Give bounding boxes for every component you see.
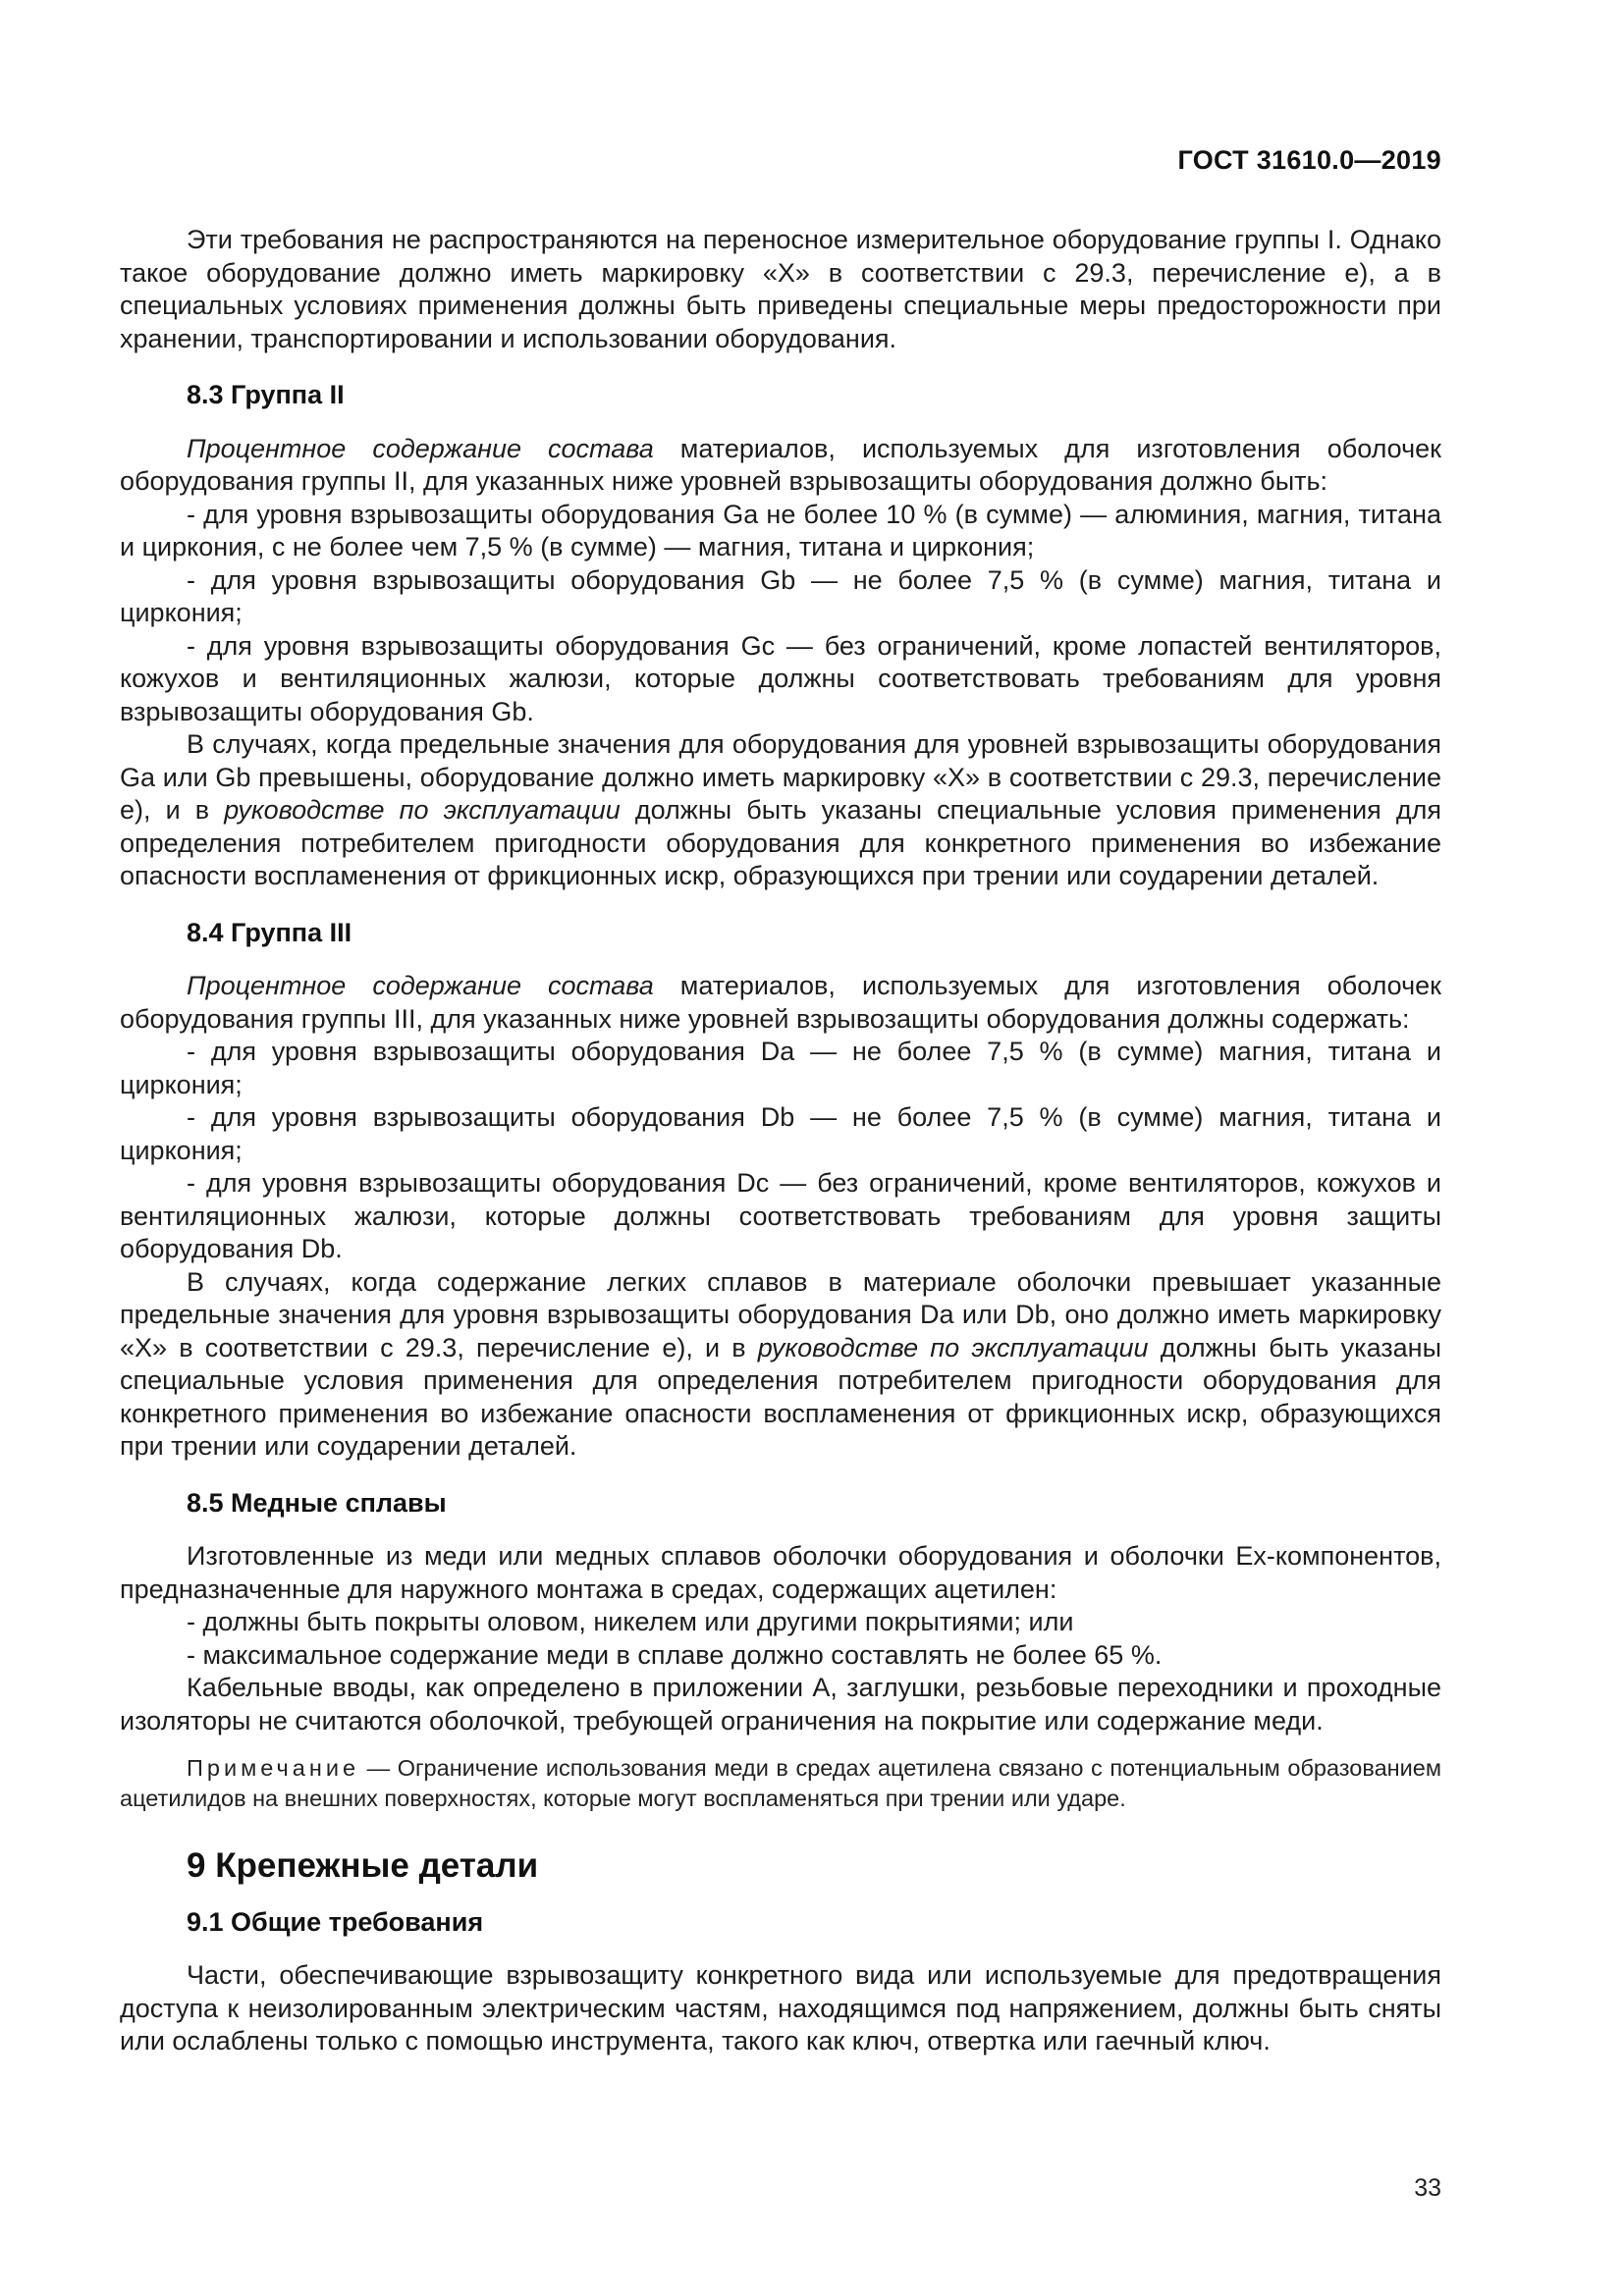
section-8-4-list-item: - для уровня взрывозащиты оборудования Da — не более 7,5 % (в сумме) магния, титана и циркония; (120, 1037, 1441, 1099)
section-8-3-list-item: - для уровня взрывозащиты оборудования Ga не более 10 % (в сумме) — алюминия, магния, титана и циркония, с не более чем 7,5 % (в сумме) — магния, титана и циркония; (120, 499, 1441, 561)
section-9-1-paragraph: Части, обеспечивающие взрывозащиту конкретного вида или используемые для предотвращения доступа к неизолированным электрическим частям, находящимся под напряжением, должны быть сняты или ослаблены только с помощью инструмента, такого как ключ, отвертка или гаечный ключ. (120, 1960, 1441, 2056)
section-8-3-italic-manual: руководстве по эксплуатации (224, 795, 621, 825)
section-8-4-paragraph-2 (120, 1266, 1441, 1464)
section-8-4-title: 8.4 Группа III (187, 917, 352, 947)
section-8-4-paragraph-2-text-a: В случаях, когда содержание легких сплавов в материале оболочки превышает указанные предельные значения для уровня взрывозащиты оборудования Da или Db, оно должно иметь маркировку «X» в соответствии с 29.3, перечисление е), и в (120, 1266, 1441, 1362)
section-8-3-italic-term: Процентное содержание состава (187, 433, 654, 463)
section-9-title: 9 Крепежные детали (187, 1846, 539, 1885)
section-9-1-title: 9.1 Общие требования (187, 1906, 484, 1937)
section-8-5-paragraph-2: Кабельные вводы, как определено в приложении А, заглушки, резьбовые переходники и проходные изоляторы не считаются оболочкой, требующей ограничения на покрытие или содержание меди. (120, 1673, 1441, 1735)
document-header-id: ГОСТ 31610.0—2019 (1177, 145, 1441, 175)
section-8-4-italic-manual: руководстве по эксплуатации (757, 1332, 1149, 1362)
section-8-3-paragraph-2 (120, 728, 1441, 893)
intro-paragraph: Эти требования не распространяются на переносное измерительное оборудование группы I. Однако такое оборудование должно иметь маркировку «X» в соответствии с 29.3, перечисление е), а в специальных условиях применения должны быть приведены специальные меры предосторожности при хранении, транспортировании и использовании оборудования. (120, 225, 1441, 353)
page-number: 33 (1414, 2174, 1441, 2202)
section-8-5-note (120, 1753, 1441, 1814)
section-8-4-paragraph-2-text-b: должны быть указаны специальные условия применения для определения потребителем пригодности оборудования для конкретного применения во избежание опасности воспламенения от фрикционных искр, образующихся при трении или соударении деталей. (120, 1332, 1441, 1461)
section-8-3-paragraph-2-text-a: В случаях, когда предельные значения для оборудования для уровней взрывозащиты оборудования Ga или Gb превышены, оборудование должно иметь маркировку «X» в соответствии с 29.3, перечисление е), и в (120, 729, 1441, 825)
section-8-4-list-item: - для уровня взрывозащиты оборудования Db — не более 7,5 % (в сумме) магния, титана и циркония; (120, 1102, 1441, 1165)
section-8-4-list-item: - для уровня взрывозащиты оборудования Dc — без ограничений, кроме вентиляторов, кожухов и вентиляционных жалюзи, которые должны соответствовать требованиям для уровня защиты оборудования Db. (120, 1168, 1441, 1263)
note-label: Примечание (187, 1755, 360, 1781)
section-8-5-list-item: - должны быть покрыты оловом, никелем или другими покрытиями; или (187, 1607, 1074, 1636)
section-8-5-title: 8.5 Медные сплавы (187, 1487, 447, 1518)
section-8-4-italic-term: Процентное содержание состава (187, 971, 654, 1000)
section-8-3-paragraph-2-text-b: должны быть указаны специальные условия применения для определения потребителем пригодности оборудования для конкретного применения во избежание опасности воспламенения от фрикционных искр, образующихся при трении или соударении деталей. (120, 795, 1441, 890)
section-8-3-title: 8.3 Группа II (187, 380, 345, 409)
section-8-4-paragraph-1 (120, 970, 1441, 1036)
section-8-3-paragraph-1-text: материалов, используемых для изготовления оболочек оборудования группы II, для указанных ниже уровней взрывозащиты оборудования должно быть: (120, 433, 1441, 496)
section-8-5-paragraph-1: Изготовленные из меди или медных сплавов оболочки оборудования и оболочки Ex-компонентов, предназначенные для наружного монтажа в средах, содержащих ацетилен: (120, 1541, 1441, 1604)
section-8-3-list-item: - для уровня взрывозащиты оборудования Gb — не более 7,5 % (в сумме) магния, титана и циркония; (120, 564, 1441, 627)
section-8-5-list-item: - максимальное содержание меди в сплаве должно составлять не более 65 %. (187, 1639, 1163, 1670)
document-body (120, 224, 1441, 2058)
section-8-3-list-item: - для уровня взрывозащиты оборудования Gc — без ограничений, кроме лопастей вентиляторов, кожухов и вентиляционных жалюзи, которые должны соответствовать требованиям для уровня взрывозащиты оборудования Gb. (120, 630, 1441, 726)
section-8-3-paragraph-1 (120, 433, 1441, 499)
note-text: — Ограничение использования меди в средах ацетилена связано с потенциальным образованием ацетилидов на внешних поверхностях, которые могут воспламеняться при трении или ударе. (120, 1755, 1441, 1811)
section-8-4-paragraph-1-text: материалов, используемых для изготовления оболочек оборудования группы III, для указанных ниже уровней взрывозащиты оборудования должны содержать: (120, 971, 1441, 1034)
